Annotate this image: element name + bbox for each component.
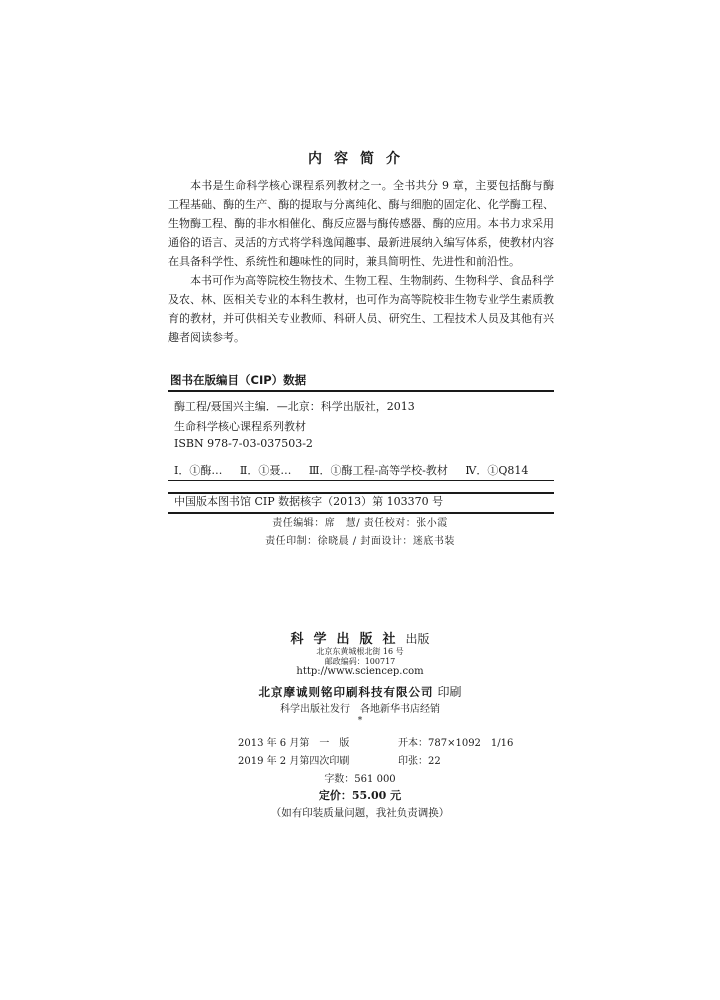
cip-series-line: 生命科学核心课程系列教材: [174, 420, 306, 433]
separator-mark: *: [357, 716, 363, 726]
printer-line: [0, 681, 720, 700]
publisher-url: http://www.sciencep.com: [296, 666, 424, 677]
format-size: 开本：787×1092 1/16: [398, 738, 514, 749]
distribution-line: 科学出版社发行 各地新华书店经销: [280, 704, 440, 715]
word-count: 字数：561 000: [324, 774, 396, 785]
credits-line-2: 责任印制：徐晓晨 / 封面设计：迷底书装: [265, 536, 455, 547]
publisher-suffix: 出版: [405, 632, 430, 646]
edition-row-1: [238, 734, 514, 749]
cip-isbn: ISBN 978-7-03-037503-2: [174, 437, 313, 450]
summary-body: [168, 176, 554, 347]
print-sheets: 印张：22: [398, 756, 441, 767]
edition-row-2: [238, 752, 441, 767]
printer-suffix: 印刷: [437, 685, 462, 699]
summary-paragraph-2: 本书可作为高等院校生物技术、生物工程、生物制药、生物科学、食品科学及农、林、医相关专业的本科生教材，也可作为高等院校非生物专业学生素质教育的教材，并可供相关专业教师、科研人员、研究生、工程技术人员及其他有兴趣者阅读参考。: [168, 274, 554, 344]
cip-class-1: Ⅰ．①酶…: [174, 464, 223, 477]
cip-class-4: Ⅳ．①Q814: [465, 464, 529, 477]
printing-date: 2019 年 2 月第四次印刷: [238, 756, 350, 767]
quality-notice: （如有印装质量问题，我社负责调换）: [270, 807, 450, 819]
cip-divider: [168, 480, 554, 481]
cip-number: 中国版本图书馆 CIP 数据核字（2013）第 103370 号: [174, 495, 444, 508]
first-edition-date: 2013 年 6 月第 一 版: [238, 738, 350, 749]
publisher-name: 科学出版社: [290, 632, 406, 647]
publisher-line: [0, 628, 720, 647]
cip-data-block: [168, 390, 554, 494]
printer-name: 北京摩诚则铭印刷科技有限公司: [258, 685, 434, 699]
cip-heading: 图书在版编目（CIP）数据: [170, 373, 307, 387]
publisher-address: 北京东黄城根北街 16 号: [316, 647, 404, 656]
cip-title-line: 酶工程/聂国兴主编．—北京：科学出版社，2013: [174, 400, 415, 413]
credits-line-1: 责任编辑：席 慧/ 责任校对：张小霞: [272, 518, 448, 529]
cip-class-2: Ⅱ．①聂…: [239, 464, 292, 477]
summary-title: 内容简介: [308, 151, 412, 167]
cip-class-3: Ⅲ．①酶工程-高等学校-教材: [308, 464, 448, 477]
price: 定价：55.00 元: [318, 789, 402, 802]
publisher-postcode: 邮政编码：100717: [324, 657, 396, 666]
cip-classification: [174, 462, 542, 478]
summary-paragraph-1: 本书是生命科学核心课程系列教材之一。全书共分 9 章，主要包括酶与酶工程基础、酶的生产、酶的提取与分离纯化、酶与细胞的固定化、化学酶工程、生物酶工程、酶的非水相催化、酶反应器与酶传感器、酶的应用。本书力求采用通俗的语言、灵活的方式将学科逸闻趣事、最新进展纳入编写体系，使教材内容在具备科学性、系统性和趣味性的同时，兼具简明性、先进性和前沿性。: [168, 179, 554, 268]
